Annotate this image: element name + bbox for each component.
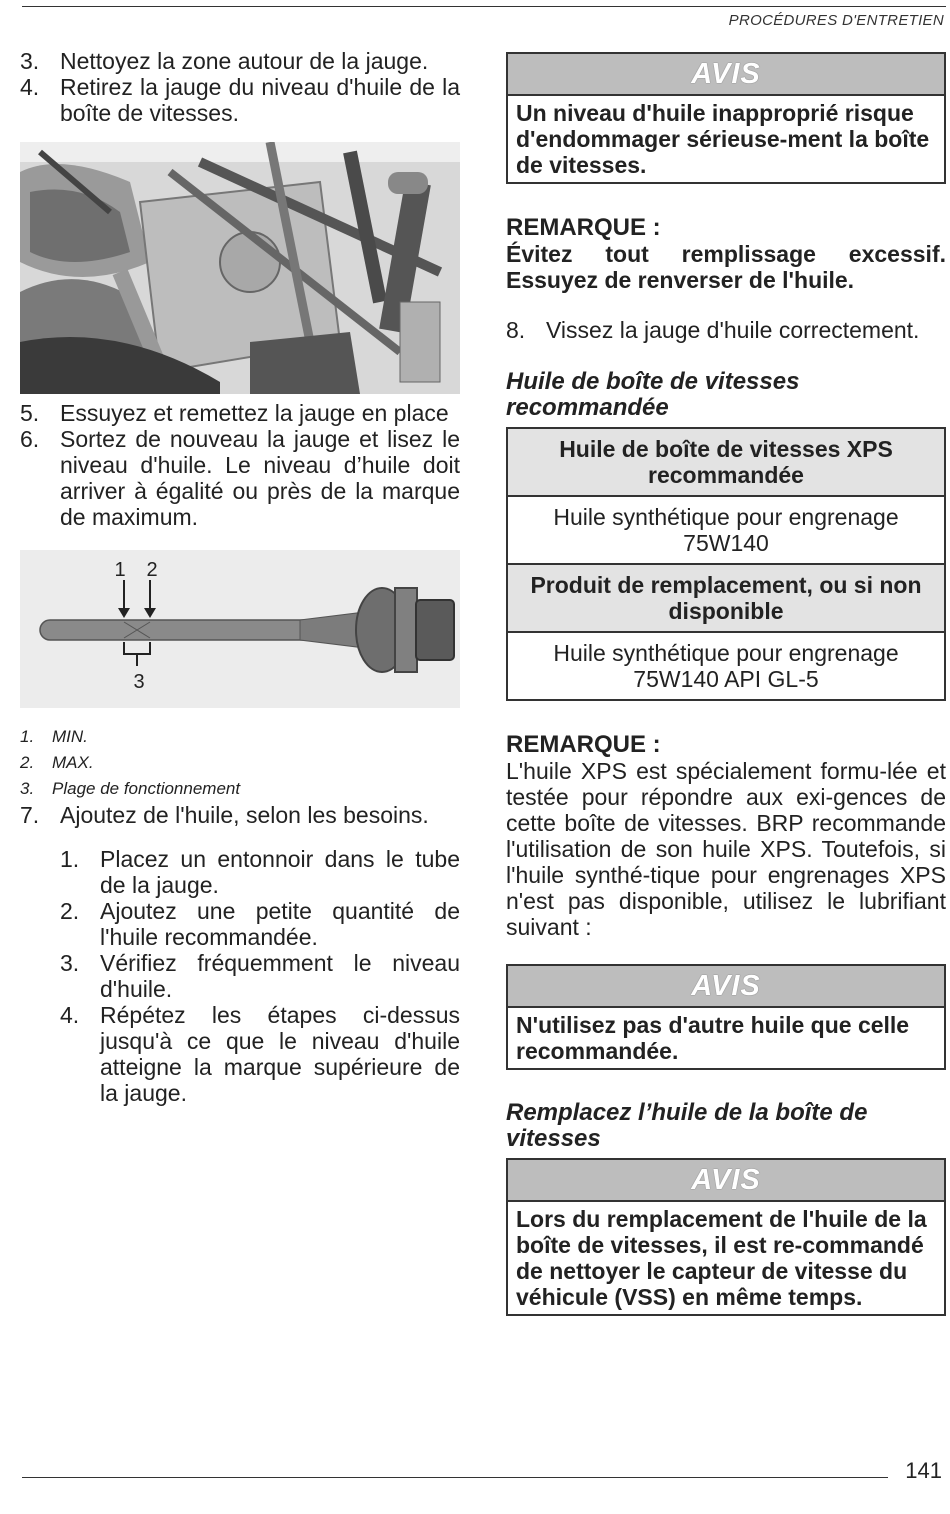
- table-cell: Huile synthétique pour engrenage 75W140: [508, 497, 944, 565]
- caption-number: 2.: [20, 753, 35, 772]
- step-text: Sortez de nouveau la jauge et lisez le niveau d'huile. Le niveau d’huile doit arriver à égalité ou près de la marque de maximum.: [60, 426, 460, 530]
- substep-text: Vérifiez fréquemment le niveau d'huile.: [100, 950, 460, 1002]
- remark-block: [506, 731, 946, 940]
- remark-text: Évitez tout remplissage excessif. Essuyez de renverser de l'huile.: [506, 241, 946, 293]
- remark-title: REMARQUE :: [506, 731, 661, 758]
- notice-title: AVIS: [508, 1160, 944, 1202]
- caption-item: [20, 724, 460, 750]
- notice-text: N'utilisez pas d'autre huile que celle recommandée.: [516, 1012, 910, 1064]
- list-item: [20, 400, 460, 426]
- caption-text: MIN.: [52, 727, 88, 746]
- remark-title: REMARQUE :: [506, 214, 661, 241]
- step-number: 4.: [20, 74, 40, 100]
- notice-title: AVIS: [508, 54, 944, 96]
- right-column: [506, 52, 946, 1316]
- list-item: [506, 317, 946, 343]
- engine-photo: [20, 142, 460, 394]
- step-number: 7.: [20, 802, 40, 828]
- notice-text: Lors du remplacement de l'huile de la boîte de vitesses, il est re-commandé de nettoyer le capteur de vitesse du véhicule (VSS) en même temps.: [516, 1206, 927, 1310]
- caption-item: [20, 750, 460, 776]
- step-number: 3.: [20, 48, 40, 74]
- figure-captions: [20, 724, 460, 802]
- section-header: PROCÉDURES D'ENTRETIEN: [728, 12, 944, 29]
- substep-text: Placez un entonnoir dans le tube de la jauge.: [100, 846, 460, 898]
- table-header: Produit de remplacement, ou si non disponible: [508, 565, 944, 633]
- substep-text: Répétez les étapes ci-dessus jusqu'à ce que le niveau d'huile atteigne la marque supérieure de la jauge.: [100, 1002, 460, 1106]
- caption-item: [20, 776, 460, 802]
- oil-table: [506, 427, 946, 701]
- engine-illustration: [20, 142, 460, 394]
- header-rule: [22, 6, 946, 7]
- list-item: [20, 898, 460, 950]
- list-item: [20, 802, 460, 828]
- step-number: 5.: [20, 400, 40, 426]
- list-item: [20, 1002, 460, 1106]
- callout-2: 2: [146, 559, 158, 581]
- substep-number: 1.: [60, 846, 80, 872]
- notice-box: [506, 964, 946, 1070]
- step-text: Ajoutez de l'huile, selon les besoins.: [60, 802, 429, 828]
- notice-title: AVIS: [508, 966, 944, 1008]
- list-item: [20, 74, 460, 126]
- callout-3: 3: [133, 671, 145, 693]
- callout-1: 1: [114, 559, 126, 581]
- substep-number: 4.: [60, 1002, 80, 1028]
- list-item: [20, 426, 460, 530]
- table-header: Huile de boîte de vitesses XPS recommandée: [508, 429, 944, 497]
- caption-number: 1.: [20, 727, 35, 746]
- list-item: [20, 846, 460, 898]
- caption-text: MAX.: [52, 753, 94, 772]
- step-text: Retirez la jauge du niveau d'huile de la boîte de vitesses.: [60, 74, 460, 126]
- caption-text: Plage de fonctionnement: [52, 779, 241, 798]
- caption-number: 3.: [20, 779, 35, 798]
- step-text: Vissez la jauge d'huile correctement.: [546, 317, 920, 343]
- substep-number: 3.: [60, 950, 80, 976]
- section-title: Remplacez l’huile de la boîte de vitesses: [506, 1099, 868, 1152]
- step-number: 8.: [506, 317, 526, 343]
- dipstick-diagram: [20, 550, 460, 708]
- remark-block: [506, 214, 946, 293]
- step-number: 6.: [20, 426, 40, 452]
- footer-rule: [22, 1477, 888, 1478]
- dipstick-illustration: [20, 550, 460, 708]
- page-number: 141: [905, 1458, 942, 1483]
- left-column: [20, 48, 460, 1106]
- section-title: Huile de boîte de vitesses recommandée: [506, 368, 800, 421]
- list-item: [20, 48, 460, 74]
- step-text: Essuyez et remettez la jauge en place: [60, 400, 449, 426]
- notice-box: [506, 1158, 946, 1316]
- notice-box: [506, 52, 946, 184]
- step-text: Nettoyez la zone autour de la jauge.: [60, 48, 429, 74]
- substep-text: Ajoutez une petite quantité de l'huile recommandée.: [100, 898, 460, 950]
- table-cell: Huile synthétique pour engrenage 75W140 API GL-5: [553, 640, 899, 692]
- list-item: [20, 950, 460, 1002]
- substep-list: [20, 846, 460, 1106]
- remark-text: L'huile XPS est spécialement formu-lée et testée pour répondre aux exi-gences de cette boîte de vitesses. BRP recommande l'utilisation de son huile XPS. Toutefois, si l'huile synthé-tique pour engrenages XPS n'est pas disponible, utilisez le lubrifiant suivant :: [506, 758, 946, 940]
- substep-number: 2.: [60, 898, 80, 924]
- notice-text: Un niveau d'huile inapproprié risque d'endommager sérieuse-ment la boîte de vitesses.: [516, 100, 930, 178]
